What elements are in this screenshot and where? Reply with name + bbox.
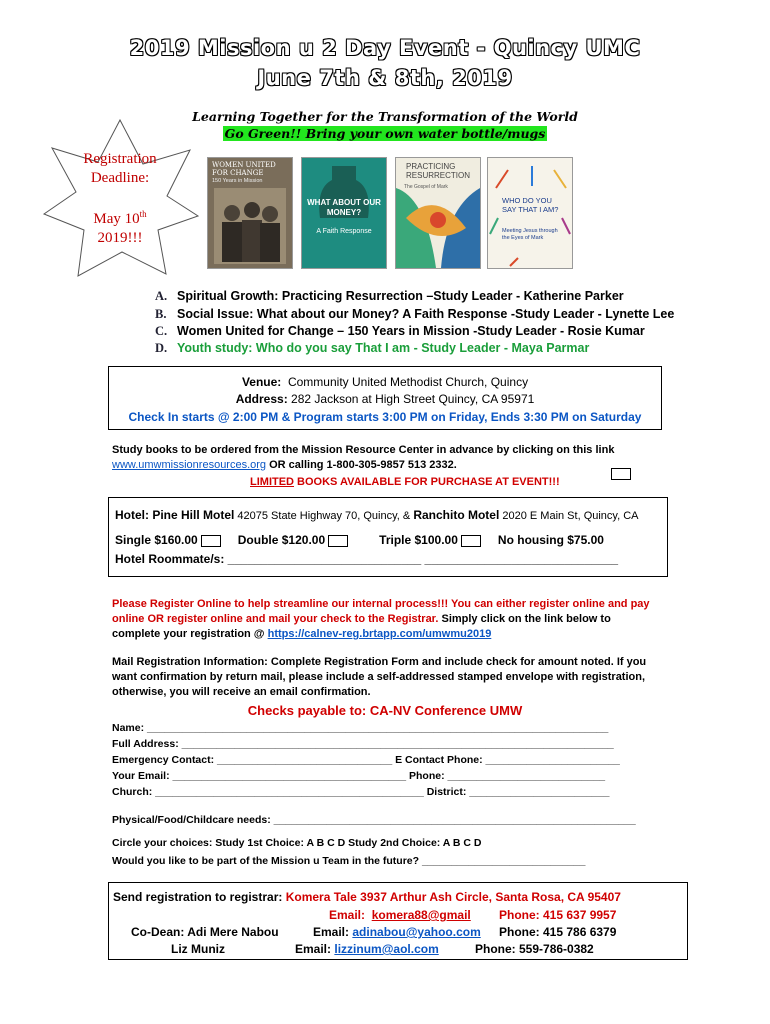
codean2-name: Liz Muniz xyxy=(171,942,225,956)
hotel-box xyxy=(108,497,668,577)
event-dates: June 7th & 8th, 2019 xyxy=(257,66,513,90)
go-green-text: Go Green!! Bring your own water bottle/mugs xyxy=(224,126,546,141)
page-title: 2019 Mission u 2 Day Event - Quincy UMC xyxy=(129,36,641,60)
address-field[interactable]: Full Address: __________________________________________________________________________ xyxy=(112,738,614,750)
book-cover-who-do-you-say: WHO DO YOU SAY THAT I AM? Meeting Jesus through the Eyes of Mark xyxy=(487,157,573,269)
no-housing-option-label: No housing $75.00 xyxy=(497,533,604,547)
mission-resources-link[interactable]: www.umwmissionresources.org xyxy=(112,459,267,471)
team-field[interactable]: Would you like to be part of the Mission u Team in the future? ____________________________ xyxy=(112,855,586,867)
register-online-text: Please Register Online to help streamline our internal process!!! You can either register online and pay online OR register online and mail your check to the Registrar. Simply click on the link below to complete your registration @ https://calnev-reg.brtapp.com/umwmu2019 xyxy=(112,598,650,640)
room-options xyxy=(115,533,604,547)
contacts-box xyxy=(108,882,688,960)
registration-link[interactable]: https://calnev-reg.brtapp.com/umwmu2019 xyxy=(267,628,492,640)
single-checkbox[interactable] xyxy=(201,535,221,547)
study-item-c: C. Women United for Change – 150 Years in Mission -Study Leader - Rosie Kumar xyxy=(155,324,645,338)
book-cover-women-united: WOMEN UNITED FOR CHANGE 150 Years in Mission xyxy=(207,157,293,269)
church-district-field[interactable]: Church: ______________________________________________ District: ________________________ xyxy=(112,786,610,798)
address-line: Address: 282 Jackson at High Street Quincy, CA 95971 xyxy=(235,392,535,406)
codean2-email-line: Email: lizzinum@aol.com xyxy=(295,942,439,956)
checks-payable: Checks payable to: CA-NV Conference UMW xyxy=(247,703,523,718)
codean1-phone: Phone: 415 786 6379 xyxy=(499,925,617,939)
mail-registration-info: Mail Registration Information: Complete Registration Form and include check for amount noted. If you want confirmation by return mail, please include a self-addressed stamped envelope with registration, otherwise, you will receive an email confirmation. xyxy=(112,656,647,698)
send-registration-line: Send registration to registrar: Komera Tale 3937 Arthur Ash Circle, Santa Rosa, CA 95407 xyxy=(113,890,621,904)
registrar-phone: Phone: 415 637 9957 xyxy=(499,908,617,922)
codean2-phone: Phone: 559-786-0382 xyxy=(475,942,594,956)
study-item-a: A. Spiritual Growth: Practicing Resurrection –Study Leader - Katherine Parker xyxy=(155,289,624,303)
books-order-text: Study books to be ordered from the Mission Resource Center in advance by clicking on this link xyxy=(112,444,615,456)
checkin-line: Check In starts @ 2:00 PM & Program starts 3:00 PM on Friday, Ends 3:30 PM on Saturday xyxy=(128,410,642,424)
study-item-d: D. Youth study: Who do you say That I am - Study Leader - Maya Parmar xyxy=(155,341,590,355)
deadline-star-icon xyxy=(40,118,200,278)
book-cover-what-about-our-money: WHAT ABOUT OUR MONEY? A Faith Response xyxy=(301,157,387,269)
roommate-field[interactable]: Hotel Roommate/s: _____________________________ _____________________________ xyxy=(115,552,619,566)
email-phone-field[interactable]: Your Email: ________________________________________ Phone: ___________________________ xyxy=(112,770,606,782)
study-item-b: B. Social Issue: What about our Money? A Faith Response -Study Leader - Lynette Lee xyxy=(155,307,675,321)
limited-books-notice: LIMITED BOOKS AVAILABLE FOR PURCHASE AT EVENT!!! xyxy=(250,476,560,488)
venue-box xyxy=(108,366,662,430)
needs-field[interactable]: Physical/Food/Childcare needs: ______________________________________________________________ xyxy=(112,814,636,826)
emergency-contact-field[interactable]: Emergency Contact: ______________________________ E Contact Phone: _______________________ xyxy=(112,754,620,766)
codean1-email-link[interactable]: adinabou@yahoo.com xyxy=(352,925,481,939)
triple-option-label: Triple $100.00 xyxy=(379,533,458,547)
codean2-email-link[interactable]: lizzinum@aol.com xyxy=(334,942,439,956)
double-checkbox[interactable] xyxy=(328,535,348,547)
registrar-email: Email: komera88@gmail xyxy=(329,908,471,922)
books-order-line2: www.umwmissionresources.org OR calling 1-800-305-9857 513 2332. xyxy=(112,459,457,471)
study-choices[interactable]: Circle your choices: Study 1st Choice: A B C D Study 2nd Choice: A B C D xyxy=(112,837,482,849)
triple-checkbox[interactable] xyxy=(461,535,481,547)
books-checkbox[interactable] xyxy=(611,468,631,480)
deadline-label: Registration Deadline: xyxy=(83,151,157,186)
double-option-label: Double $120.00 xyxy=(237,533,326,547)
deadline-date: May 10th 2019!!! xyxy=(93,209,147,246)
codean1-email-line: Email: adinabou@yahoo.com xyxy=(313,925,481,939)
hotel-line: Hotel: Pine Hill Motel 42075 State Highway 70, Quincy, & Ranchito Motel 2020 E Main St, Quincy, CA xyxy=(115,508,639,522)
tagline: Learning Together for the Transformation of the World xyxy=(192,109,578,124)
single-option-label: Single $160.00 xyxy=(115,533,198,547)
book-cover-practicing-resurrection: PRACTICING RESURRECTION The Gospel of Mark xyxy=(395,157,481,269)
codean1-name: Co-Dean: Adi Mere Nabou xyxy=(131,925,279,939)
name-field[interactable]: Name: _______________________________________________________________________________ xyxy=(112,722,609,734)
venue-line: Venue: Community United Methodist Church, Quincy xyxy=(241,375,529,389)
